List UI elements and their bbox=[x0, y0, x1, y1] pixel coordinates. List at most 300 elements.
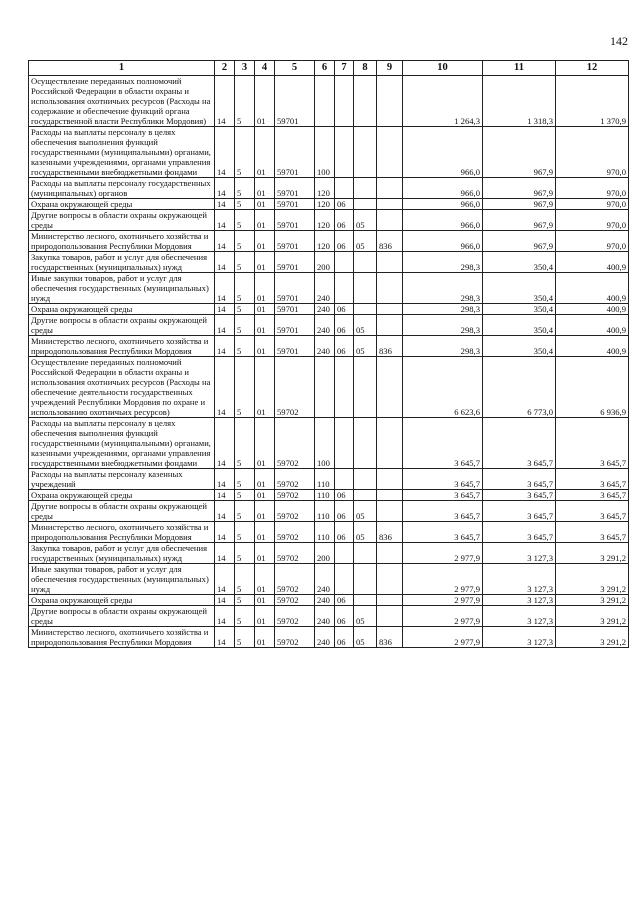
code-cell bbox=[377, 490, 403, 501]
code-cell: 01 bbox=[255, 199, 275, 210]
code-cell: 01 bbox=[255, 490, 275, 501]
code-cell: 05 bbox=[354, 210, 377, 231]
amount-cell: 3 291,2 bbox=[556, 564, 629, 595]
row-name-cell: Другие вопросы в области охраны окружающей среды bbox=[29, 606, 215, 627]
row-name-cell: Другие вопросы в области охраны окружающей среды bbox=[29, 315, 215, 336]
code-cell bbox=[377, 564, 403, 595]
amount-cell: 298,3 bbox=[403, 336, 483, 357]
table-row bbox=[29, 76, 629, 127]
amount-cell: 1 370,9 bbox=[556, 76, 629, 127]
code-cell: 836 bbox=[377, 627, 403, 648]
table-row bbox=[29, 595, 629, 606]
code-cell bbox=[335, 564, 354, 595]
amount-cell: 3 645,7 bbox=[556, 490, 629, 501]
code-cell: 14 bbox=[215, 199, 235, 210]
code-cell: 120 bbox=[315, 199, 335, 210]
code-cell: 14 bbox=[215, 273, 235, 304]
amount-cell: 350,4 bbox=[483, 273, 556, 304]
amount-cell: 3 291,2 bbox=[556, 627, 629, 648]
code-cell: 01 bbox=[255, 469, 275, 490]
table-row bbox=[29, 273, 629, 304]
amount-cell: 298,3 bbox=[403, 304, 483, 315]
code-cell: 14 bbox=[215, 564, 235, 595]
code-cell bbox=[377, 273, 403, 304]
code-cell: 59701 bbox=[275, 231, 315, 252]
row-name-cell: Охрана окружающей среды bbox=[29, 199, 215, 210]
amount-cell: 3 127,3 bbox=[483, 627, 556, 648]
row-name-cell: Осуществление переданных полномочий Российской Федерации в области охраны и использования охотничьих ресурсов (Расходы на содержание и обеспечение функций органа государственной власти Республики Мордовия) bbox=[29, 76, 215, 127]
table-row bbox=[29, 178, 629, 199]
code-cell: 06 bbox=[335, 231, 354, 252]
code-cell: 06 bbox=[335, 595, 354, 606]
code-cell: 14 bbox=[215, 469, 235, 490]
code-cell: 14 bbox=[215, 127, 235, 178]
code-cell bbox=[377, 178, 403, 199]
code-cell: 5 bbox=[235, 273, 255, 304]
code-cell: 59702 bbox=[275, 595, 315, 606]
code-cell: 06 bbox=[335, 336, 354, 357]
code-cell: 01 bbox=[255, 357, 275, 418]
table-body bbox=[29, 76, 629, 648]
code-cell: 59702 bbox=[275, 543, 315, 564]
table-row bbox=[29, 501, 629, 522]
amount-cell: 1 264,3 bbox=[403, 76, 483, 127]
table-row bbox=[29, 627, 629, 648]
column-header: 12 bbox=[556, 61, 629, 76]
code-cell: 06 bbox=[335, 304, 354, 315]
code-cell: 240 bbox=[315, 564, 335, 595]
code-cell: 05 bbox=[354, 522, 377, 543]
code-cell: 14 bbox=[215, 490, 235, 501]
code-cell: 59701 bbox=[275, 336, 315, 357]
table-row bbox=[29, 490, 629, 501]
amount-cell: 3 645,7 bbox=[556, 501, 629, 522]
code-cell: 14 bbox=[215, 543, 235, 564]
code-cell: 59701 bbox=[275, 304, 315, 315]
code-cell: 5 bbox=[235, 336, 255, 357]
code-cell: 59701 bbox=[275, 273, 315, 304]
row-name-cell: Охрана окружающей среды bbox=[29, 304, 215, 315]
amount-cell: 3 645,7 bbox=[403, 501, 483, 522]
code-cell bbox=[354, 595, 377, 606]
code-cell: 14 bbox=[215, 418, 235, 469]
code-cell: 5 bbox=[235, 418, 255, 469]
amount-cell: 3 645,7 bbox=[483, 490, 556, 501]
code-cell bbox=[354, 543, 377, 564]
code-cell: 06 bbox=[335, 501, 354, 522]
code-cell: 14 bbox=[215, 522, 235, 543]
code-cell bbox=[354, 76, 377, 127]
column-header: 6 bbox=[315, 61, 335, 76]
code-cell: 59701 bbox=[275, 199, 315, 210]
code-cell bbox=[377, 418, 403, 469]
row-name-cell: Иные закупки товаров, работ и услуг для обеспечения государственных (муниципальных) нужд bbox=[29, 273, 215, 304]
row-name-cell: Министерство лесного, охотничьего хозяйства и природопользования Республики Мордовия bbox=[29, 627, 215, 648]
code-cell: 14 bbox=[215, 501, 235, 522]
table-row bbox=[29, 357, 629, 418]
column-header: 9 bbox=[377, 61, 403, 76]
code-cell: 5 bbox=[235, 522, 255, 543]
amount-cell: 3 127,3 bbox=[483, 543, 556, 564]
row-name-cell: Расходы на выплаты персоналу казенных учреждений bbox=[29, 469, 215, 490]
amount-cell: 3 645,7 bbox=[403, 469, 483, 490]
code-cell: 06 bbox=[335, 606, 354, 627]
code-cell: 06 bbox=[335, 210, 354, 231]
table-header-row bbox=[29, 61, 629, 76]
code-cell bbox=[335, 273, 354, 304]
amount-cell: 350,4 bbox=[483, 252, 556, 273]
code-cell: 06 bbox=[335, 522, 354, 543]
column-header: 1 bbox=[29, 61, 215, 76]
amount-cell: 966,0 bbox=[403, 178, 483, 199]
code-cell: 200 bbox=[315, 252, 335, 273]
column-header: 4 bbox=[255, 61, 275, 76]
code-cell bbox=[377, 606, 403, 627]
table-row bbox=[29, 522, 629, 543]
row-name-cell: Осуществление переданных полномочий Российской Федерации в области охраны и использования охотничьих ресурсов (Расходы на обеспечение деятельности государственных учреждений Республики Мордовия по охране и использованию охотничьих ресурсов) bbox=[29, 357, 215, 418]
table-row bbox=[29, 543, 629, 564]
amount-cell: 3 291,2 bbox=[556, 595, 629, 606]
code-cell: 240 bbox=[315, 304, 335, 315]
code-cell bbox=[354, 273, 377, 304]
amount-cell: 3 645,7 bbox=[483, 469, 556, 490]
code-cell: 14 bbox=[215, 336, 235, 357]
budget-table bbox=[28, 60, 629, 648]
code-cell: 01 bbox=[255, 127, 275, 178]
row-name-cell: Министерство лесного, охотничьего хозяйства и природопользования Республики Мордовия bbox=[29, 522, 215, 543]
code-cell: 14 bbox=[215, 252, 235, 273]
row-name-cell: Расходы на выплаты персоналу в целях обеспечения выполнения функций государственными (муниципальными) органами, казенными учреждениями, органами управления государственными внебюджетными фондами bbox=[29, 418, 215, 469]
code-cell: 05 bbox=[354, 501, 377, 522]
code-cell: 01 bbox=[255, 315, 275, 336]
amount-cell: 3 291,2 bbox=[556, 606, 629, 627]
code-cell bbox=[354, 357, 377, 418]
code-cell: 240 bbox=[315, 315, 335, 336]
code-cell: 01 bbox=[255, 522, 275, 543]
table-row bbox=[29, 252, 629, 273]
code-cell bbox=[354, 199, 377, 210]
code-cell bbox=[377, 543, 403, 564]
amount-cell: 966,0 bbox=[403, 127, 483, 178]
row-name-cell: Закупка товаров, работ и услуг для обеспечения государственных (муниципальных) нужд bbox=[29, 252, 215, 273]
amount-cell: 970,0 bbox=[556, 178, 629, 199]
code-cell: 01 bbox=[255, 595, 275, 606]
code-cell: 01 bbox=[255, 76, 275, 127]
code-cell: 01 bbox=[255, 231, 275, 252]
code-cell: 06 bbox=[335, 315, 354, 336]
amount-cell: 2 977,9 bbox=[403, 564, 483, 595]
code-cell: 110 bbox=[315, 522, 335, 543]
code-cell: 01 bbox=[255, 210, 275, 231]
table-row bbox=[29, 304, 629, 315]
row-name-cell: Охрана окружающей среды bbox=[29, 490, 215, 501]
code-cell: 01 bbox=[255, 501, 275, 522]
code-cell bbox=[335, 418, 354, 469]
table-row bbox=[29, 315, 629, 336]
code-cell: 59701 bbox=[275, 252, 315, 273]
amount-cell: 2 977,9 bbox=[403, 543, 483, 564]
code-cell bbox=[335, 178, 354, 199]
code-cell: 5 bbox=[235, 469, 255, 490]
code-cell: 59702 bbox=[275, 606, 315, 627]
code-cell bbox=[335, 127, 354, 178]
amount-cell: 967,9 bbox=[483, 210, 556, 231]
code-cell: 5 bbox=[235, 252, 255, 273]
code-cell: 14 bbox=[215, 231, 235, 252]
code-cell: 14 bbox=[215, 304, 235, 315]
code-cell: 5 bbox=[235, 606, 255, 627]
amount-cell: 400,9 bbox=[556, 252, 629, 273]
column-header: 10 bbox=[403, 61, 483, 76]
code-cell: 240 bbox=[315, 606, 335, 627]
amount-cell: 400,9 bbox=[556, 273, 629, 304]
code-cell: 110 bbox=[315, 469, 335, 490]
code-cell bbox=[335, 357, 354, 418]
code-cell: 120 bbox=[315, 231, 335, 252]
code-cell: 5 bbox=[235, 595, 255, 606]
amount-cell: 967,9 bbox=[483, 178, 556, 199]
amount-cell: 970,0 bbox=[556, 231, 629, 252]
amount-cell: 350,4 bbox=[483, 336, 556, 357]
amount-cell: 298,3 bbox=[403, 273, 483, 304]
code-cell: 5 bbox=[235, 490, 255, 501]
code-cell bbox=[354, 418, 377, 469]
code-cell: 240 bbox=[315, 273, 335, 304]
code-cell bbox=[354, 178, 377, 199]
amount-cell: 400,9 bbox=[556, 336, 629, 357]
code-cell bbox=[377, 595, 403, 606]
code-cell: 5 bbox=[235, 564, 255, 595]
code-cell bbox=[335, 469, 354, 490]
table-row bbox=[29, 336, 629, 357]
code-cell: 14 bbox=[215, 595, 235, 606]
code-cell: 06 bbox=[335, 199, 354, 210]
amount-cell: 3 645,7 bbox=[483, 501, 556, 522]
code-cell bbox=[377, 501, 403, 522]
code-cell: 14 bbox=[215, 178, 235, 199]
amount-cell: 400,9 bbox=[556, 304, 629, 315]
code-cell: 05 bbox=[354, 606, 377, 627]
amount-cell: 967,9 bbox=[483, 127, 556, 178]
code-cell bbox=[315, 76, 335, 127]
code-cell bbox=[335, 76, 354, 127]
code-cell: 5 bbox=[235, 178, 255, 199]
amount-cell: 966,0 bbox=[403, 231, 483, 252]
code-cell: 836 bbox=[377, 336, 403, 357]
amount-cell: 3 645,7 bbox=[403, 490, 483, 501]
code-cell bbox=[377, 469, 403, 490]
code-cell: 120 bbox=[315, 178, 335, 199]
code-cell bbox=[354, 469, 377, 490]
code-cell: 01 bbox=[255, 252, 275, 273]
amount-cell: 2 977,9 bbox=[403, 627, 483, 648]
amount-cell: 3 645,7 bbox=[403, 418, 483, 469]
code-cell: 110 bbox=[315, 490, 335, 501]
row-name-cell: Другие вопросы в области охраны окружающей среды bbox=[29, 210, 215, 231]
code-cell: 836 bbox=[377, 522, 403, 543]
row-name-cell: Министерство лесного, охотничьего хозяйства и природопользования Республики Мордовия bbox=[29, 336, 215, 357]
code-cell: 14 bbox=[215, 606, 235, 627]
code-cell: 5 bbox=[235, 501, 255, 522]
code-cell: 5 bbox=[235, 210, 255, 231]
code-cell: 59702 bbox=[275, 501, 315, 522]
code-cell: 14 bbox=[215, 210, 235, 231]
code-cell: 05 bbox=[354, 336, 377, 357]
table-row bbox=[29, 469, 629, 490]
code-cell: 59702 bbox=[275, 490, 315, 501]
amount-cell: 967,9 bbox=[483, 199, 556, 210]
code-cell: 01 bbox=[255, 336, 275, 357]
code-cell: 01 bbox=[255, 178, 275, 199]
code-cell: 59701 bbox=[275, 315, 315, 336]
code-cell: 59702 bbox=[275, 564, 315, 595]
code-cell bbox=[354, 490, 377, 501]
code-cell: 59701 bbox=[275, 127, 315, 178]
code-cell: 120 bbox=[315, 210, 335, 231]
amount-cell: 350,4 bbox=[483, 315, 556, 336]
code-cell: 05 bbox=[354, 627, 377, 648]
code-cell bbox=[315, 357, 335, 418]
table-row bbox=[29, 418, 629, 469]
amount-cell: 3 645,7 bbox=[403, 522, 483, 543]
code-cell: 5 bbox=[235, 304, 255, 315]
amount-cell: 2 977,9 bbox=[403, 606, 483, 627]
table-row bbox=[29, 210, 629, 231]
code-cell: 200 bbox=[315, 543, 335, 564]
code-cell bbox=[377, 304, 403, 315]
code-cell bbox=[377, 127, 403, 178]
amount-cell: 3 291,2 bbox=[556, 543, 629, 564]
amount-cell: 400,9 bbox=[556, 315, 629, 336]
table-row bbox=[29, 606, 629, 627]
amount-cell: 3 645,7 bbox=[483, 418, 556, 469]
amount-cell: 966,0 bbox=[403, 199, 483, 210]
code-cell: 100 bbox=[315, 127, 335, 178]
code-cell: 14 bbox=[215, 357, 235, 418]
column-header: 2 bbox=[215, 61, 235, 76]
code-cell: 59701 bbox=[275, 178, 315, 199]
code-cell bbox=[335, 543, 354, 564]
code-cell: 5 bbox=[235, 357, 255, 418]
code-cell: 14 bbox=[215, 76, 235, 127]
row-name-cell: Расходы на выплаты персоналу государственных (муниципальных) органов bbox=[29, 178, 215, 199]
code-cell: 01 bbox=[255, 304, 275, 315]
code-cell: 240 bbox=[315, 336, 335, 357]
code-cell: 5 bbox=[235, 315, 255, 336]
code-cell: 5 bbox=[235, 627, 255, 648]
code-cell: 05 bbox=[354, 315, 377, 336]
amount-cell: 970,0 bbox=[556, 199, 629, 210]
amount-cell: 3 645,7 bbox=[556, 418, 629, 469]
amount-cell: 970,0 bbox=[556, 210, 629, 231]
code-cell: 01 bbox=[255, 606, 275, 627]
code-cell: 240 bbox=[315, 595, 335, 606]
code-cell bbox=[377, 252, 403, 273]
code-cell: 06 bbox=[335, 627, 354, 648]
code-cell: 5 bbox=[235, 231, 255, 252]
row-name-cell: Иные закупки товаров, работ и услуг для обеспечения государственных (муниципальных) нужд bbox=[29, 564, 215, 595]
amount-cell: 3 127,3 bbox=[483, 606, 556, 627]
amount-cell: 350,4 bbox=[483, 304, 556, 315]
column-header: 11 bbox=[483, 61, 556, 76]
amount-cell: 3 127,3 bbox=[483, 564, 556, 595]
amount-cell: 298,3 bbox=[403, 252, 483, 273]
row-name-cell: Расходы на выплаты персоналу в целях обеспечения выполнения функций государственными (муниципальными) органами, казенными учреждениями, органами управления государственными внебюджетными фондами bbox=[29, 127, 215, 178]
row-name-cell: Закупка товаров, работ и услуг для обеспечения государственных (муниципальных) нужд bbox=[29, 543, 215, 564]
amount-cell: 3 127,3 bbox=[483, 595, 556, 606]
column-header: 3 bbox=[235, 61, 255, 76]
page-number: 142 bbox=[610, 34, 628, 48]
code-cell: 06 bbox=[335, 490, 354, 501]
code-cell: 01 bbox=[255, 627, 275, 648]
code-cell: 01 bbox=[255, 273, 275, 304]
column-header: 7 bbox=[335, 61, 354, 76]
code-cell: 59702 bbox=[275, 522, 315, 543]
table-row bbox=[29, 564, 629, 595]
code-cell bbox=[354, 127, 377, 178]
amount-cell: 6 623,6 bbox=[403, 357, 483, 418]
amount-cell: 967,9 bbox=[483, 231, 556, 252]
code-cell bbox=[377, 315, 403, 336]
code-cell: 01 bbox=[255, 543, 275, 564]
code-cell: 5 bbox=[235, 76, 255, 127]
amount-cell: 3 645,7 bbox=[483, 522, 556, 543]
amount-cell: 966,0 bbox=[403, 210, 483, 231]
code-cell: 59702 bbox=[275, 627, 315, 648]
code-cell bbox=[377, 76, 403, 127]
table-row bbox=[29, 127, 629, 178]
amount-cell: 2 977,9 bbox=[403, 595, 483, 606]
code-cell: 836 bbox=[377, 231, 403, 252]
code-cell bbox=[354, 304, 377, 315]
code-cell bbox=[377, 210, 403, 231]
code-cell: 5 bbox=[235, 543, 255, 564]
code-cell: 59702 bbox=[275, 357, 315, 418]
code-cell: 14 bbox=[215, 627, 235, 648]
code-cell: 14 bbox=[215, 315, 235, 336]
code-cell bbox=[354, 252, 377, 273]
code-cell: 100 bbox=[315, 418, 335, 469]
code-cell bbox=[377, 199, 403, 210]
column-header: 5 bbox=[275, 61, 315, 76]
code-cell: 110 bbox=[315, 501, 335, 522]
code-cell: 01 bbox=[255, 418, 275, 469]
code-cell: 05 bbox=[354, 231, 377, 252]
table-row bbox=[29, 199, 629, 210]
code-cell: 240 bbox=[315, 627, 335, 648]
amount-cell: 6 936,9 bbox=[556, 357, 629, 418]
table-row bbox=[29, 231, 629, 252]
row-name-cell: Охрана окружающей среды bbox=[29, 595, 215, 606]
amount-cell: 1 318,3 bbox=[483, 76, 556, 127]
code-cell: 59701 bbox=[275, 76, 315, 127]
amount-cell: 3 645,7 bbox=[556, 522, 629, 543]
code-cell: 59701 bbox=[275, 210, 315, 231]
code-cell: 5 bbox=[235, 127, 255, 178]
row-name-cell: Министерство лесного, охотничьего хозяйства и природопользования Республики Мордовия bbox=[29, 231, 215, 252]
amount-cell: 6 773,0 bbox=[483, 357, 556, 418]
code-cell: 59702 bbox=[275, 469, 315, 490]
row-name-cell: Другие вопросы в области охраны окружающей среды bbox=[29, 501, 215, 522]
code-cell bbox=[354, 564, 377, 595]
column-header: 8 bbox=[354, 61, 377, 76]
amount-cell: 3 645,7 bbox=[556, 469, 629, 490]
code-cell: 01 bbox=[255, 564, 275, 595]
code-cell: 59702 bbox=[275, 418, 315, 469]
amount-cell: 970,0 bbox=[556, 127, 629, 178]
code-cell: 5 bbox=[235, 199, 255, 210]
code-cell bbox=[377, 357, 403, 418]
